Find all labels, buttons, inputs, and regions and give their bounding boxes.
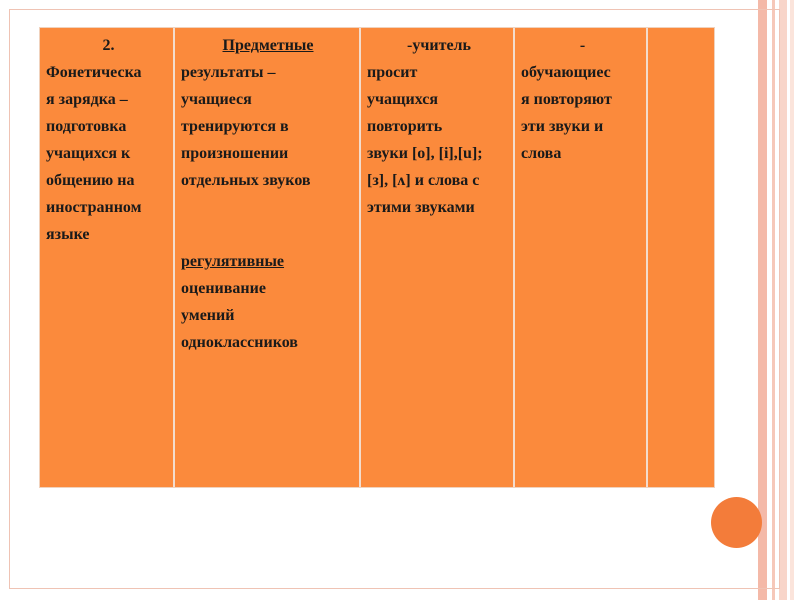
teacher-activity-cell — [361, 28, 513, 487]
stage-line: подготовка — [46, 118, 127, 135]
stage-line: общению на — [46, 172, 135, 189]
results-line: произношении — [181, 145, 289, 162]
regulative-results-heading: регулятивные — [181, 253, 285, 270]
results-cell — [175, 28, 359, 487]
stage-line: языке — [46, 226, 90, 243]
results-line: одноклассников — [181, 334, 298, 351]
stage-line: учащихся к — [46, 145, 131, 162]
student-line: я повторяют — [521, 91, 612, 108]
stage-line: Фонетическа — [46, 64, 142, 81]
decor-circle — [711, 497, 762, 548]
empty-cell — [648, 28, 714, 487]
results-line: умений — [181, 307, 235, 324]
results-line: учащиеся — [181, 91, 252, 108]
stage-line: я зарядка – — [46, 91, 128, 108]
decor-stripe — [790, 0, 794, 600]
lesson-table — [39, 27, 715, 488]
teacher-line: учащихся — [367, 91, 439, 108]
subject-results-heading: Предметные — [222, 37, 314, 54]
stage-line: иностранном — [46, 199, 142, 216]
results-line: тренируются в — [181, 118, 289, 135]
results-line: результаты – — [181, 64, 276, 81]
teacher-line: [з], [ʌ] и слова с — [367, 172, 480, 189]
student-dash: - — [579, 37, 586, 54]
teacher-line: повторить — [367, 118, 443, 135]
stage-number: 2. — [102, 37, 115, 54]
student-line: обучающиес — [521, 64, 611, 81]
teacher-line: этими звуками — [367, 199, 475, 216]
teacher-line: -учитель — [407, 37, 471, 54]
teacher-line: просит — [367, 64, 418, 81]
student-line: слова — [521, 145, 562, 162]
student-activity-cell — [515, 28, 646, 487]
results-line: отдельных звуков — [181, 172, 311, 189]
student-line: эти звуки и — [521, 118, 604, 135]
teacher-line: звуки [o], [i],[u]; — [367, 145, 483, 162]
results-line: оценивание — [181, 280, 266, 297]
stage-cell — [40, 28, 173, 487]
decor-stripe — [779, 0, 787, 600]
